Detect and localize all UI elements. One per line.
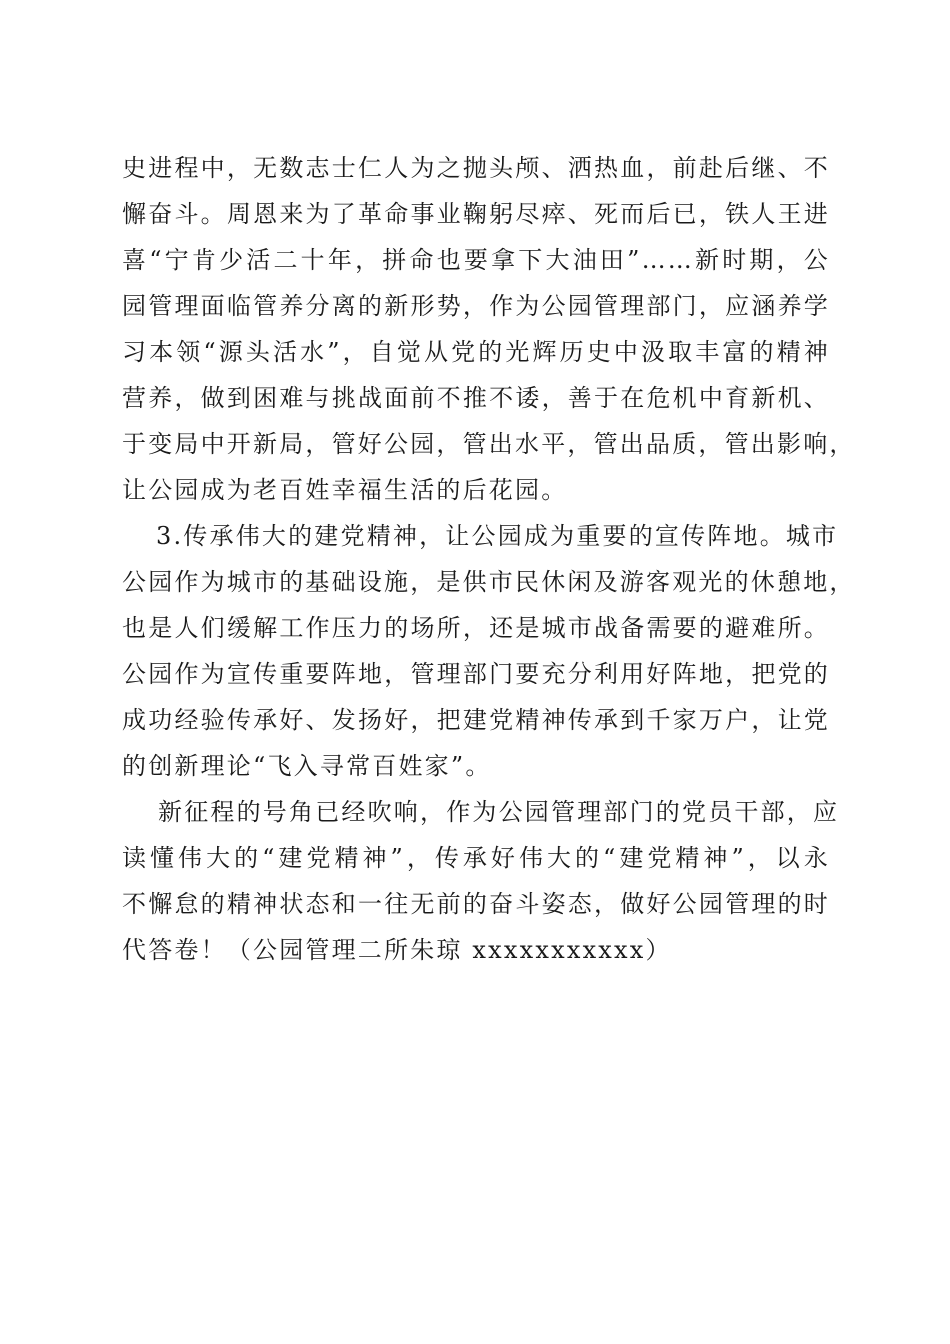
text-line: 新征程的号角已经吹响，作为公园管理部门的党员干部，应 [158, 798, 840, 826]
text-line: 不懈怠的精神状态和一往无前的奋斗姿态，做好公园管理的时 [122, 890, 830, 918]
text-line: 的创新理论“飞入寻常百姓家”。 [122, 752, 492, 780]
text-line: 懈奋斗。周恩来为了革命事业鞠躬尽瘁、死而后已，铁人王进 [122, 200, 830, 228]
text-line: 喜“宁肯少活二十年，拼命也要拿下大油田”……新时期，公 [122, 246, 830, 274]
text-line: 3.传承伟大的建党精神，让公园成为重要的宣传阵地。城市 [156, 522, 839, 550]
text-line: 于变局中开新局，管好公园，管出水平，管出品质，管出影响， [122, 430, 856, 458]
text-line: 让公园成为老百姓幸福生活的后花园。 [122, 476, 568, 504]
text-line: 公园作为宣传重要阵地，管理部门要充分利用好阵地，把党的 [122, 660, 830, 688]
text-line: 营养，做到困难与挑战面前不推不诿，善于在危机中育新机、 [122, 384, 830, 412]
text-line: 读懂伟大的“建党精神”，传承好伟大的“建党精神”，以永 [122, 844, 830, 872]
text-line: 代答卷！（公园管理二所朱琼 xxxxxxxxxxx） [122, 936, 672, 964]
text-line: 成功经验传承好、发扬好，把建党精神传承到千家万户，让党 [122, 706, 830, 734]
text-line: 园管理面临管养分离的新形势，作为公园管理部门，应涵养学 [122, 292, 830, 320]
text-line: 公园作为城市的基础设施，是供市民休闲及游客观光的休憩地， [122, 568, 856, 596]
text-line: 也是人们缓解工作压力的场所，还是城市战备需要的避难所。 [122, 614, 830, 642]
text-line: 习本领“源头活水”，自觉从党的光辉历史中汲取丰富的精神 [122, 338, 830, 366]
text-line: 史进程中，无数志士仁人为之抛头颅、洒热血，前赴后继、不 [122, 154, 830, 182]
